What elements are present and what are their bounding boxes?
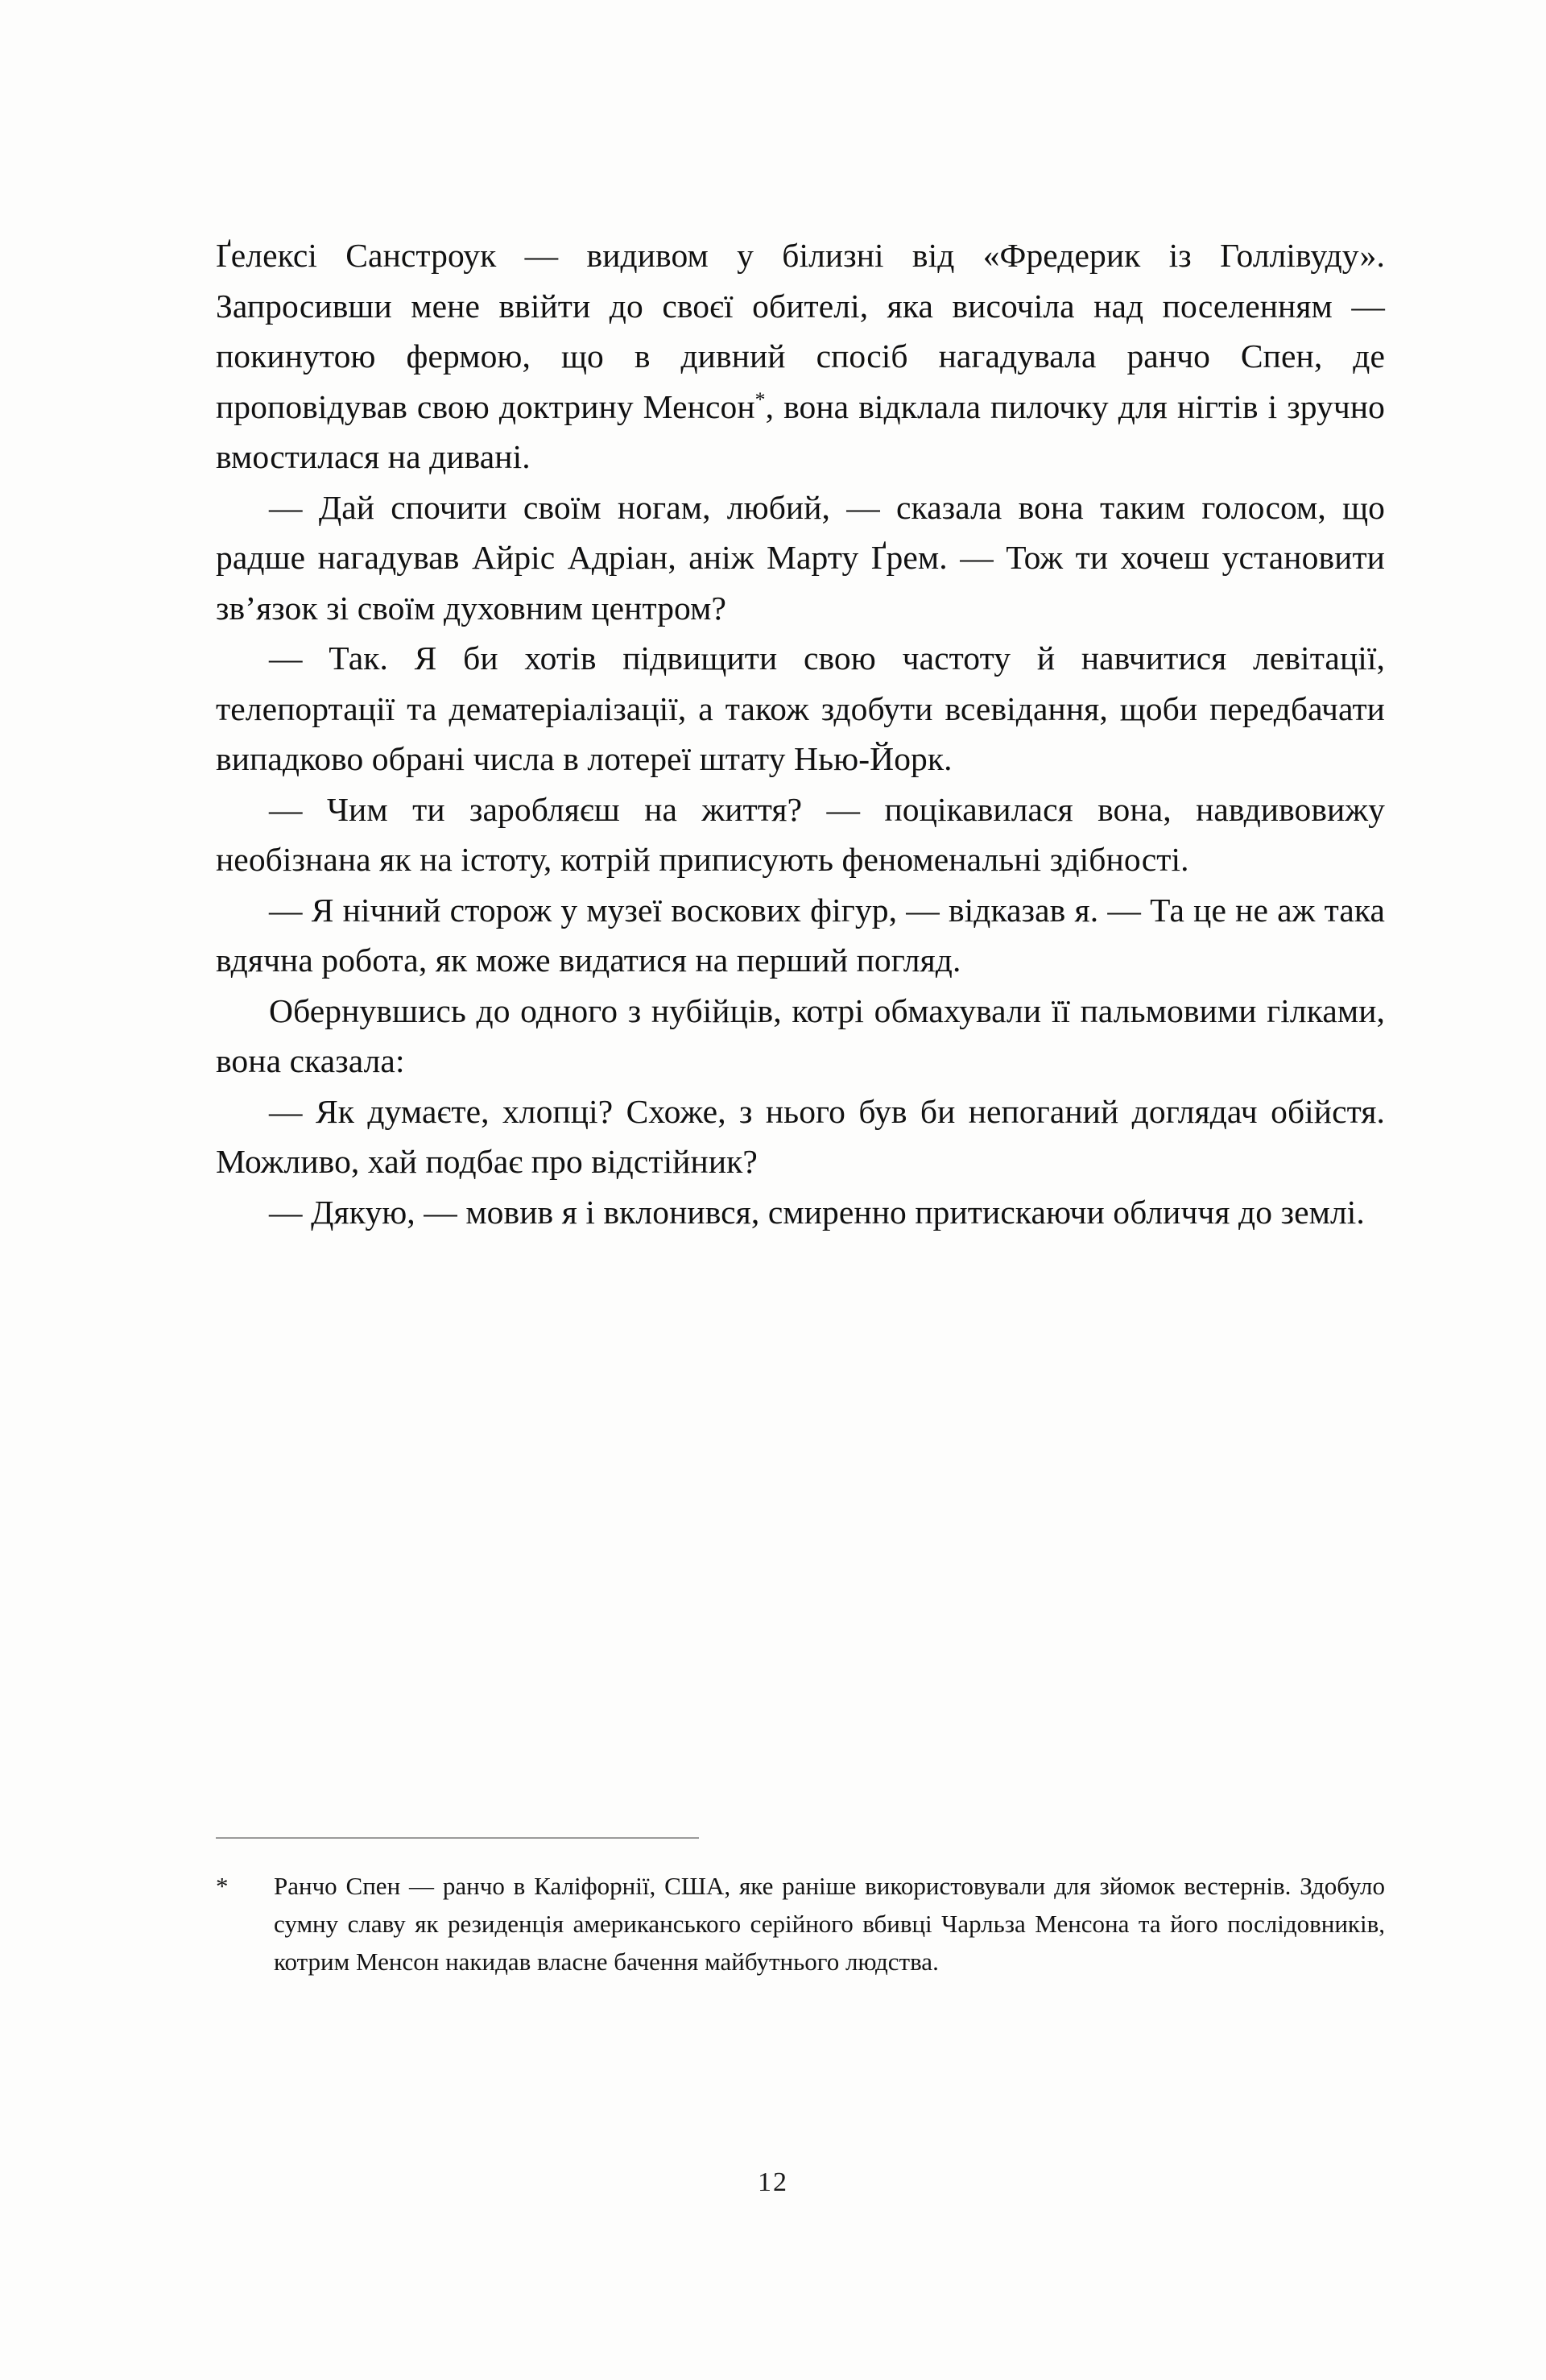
page-number: 12 xyxy=(758,2167,788,2197)
paragraph-narrative: Обернувшись до одного з нубійців, котрі обмахували її пальмовими гілками, вона сказала: xyxy=(216,991,1385,1079)
paragraph-continued-text-after-marker: , вона відклала пилочку для нігтів і зручно вмостилася на дивані. xyxy=(216,387,1386,475)
footnote-item xyxy=(216,1867,1385,1981)
footnote-reference-marker[interactable]: * xyxy=(754,387,766,411)
paragraph-continued-text-before-marker: Ґелексі Санстроук — видивом у білизні від «Фредерик із Голлівуду». Запросивши мене ввійти до своєї обителі, яка височіла над поселенням — покинутою фермою, що в дивний спосіб нагадувала ранчо Спен, де проповідував свою доктрину Менсон xyxy=(216,237,1385,425)
paragraph-continued xyxy=(216,230,1385,482)
body-text-block xyxy=(216,230,1385,1237)
paragraph-dialogue-2: — Так. Я би хотів підвищити свою частоту й навчитися левітації, телепортації та дематеріалізації, а також здобути всевідання, щоби передбачати випадково обрані числа в лотереї штату Нью-Йорк. xyxy=(216,639,1385,777)
footnote-text: Ранчо Спен — ранчо в Каліфорнії, США, яке раніше використовували для зйомок вестернів. Здобуло сумну славу як резиденція американського серійного вбивці Чарльза Менсона та його послідовників, котрим Менсон накидав власне бачення майбутнього людства. xyxy=(274,1872,1385,1976)
footnote-separator-rule xyxy=(216,1837,699,1839)
paragraph-dialogue-3: — Чим ти заробляєш на життя? — поцікавилася вона, навдивовижу необізнана як на істоту, котрій приписують феноменальні здібності. xyxy=(216,790,1385,878)
footnote-marker: * xyxy=(216,1872,229,1900)
paragraph-dialogue-4: — Я нічний сторож у музеї воскових фігур, — відказав я. — Та це не аж така вдячна робота, як може видатися на перший погляд. xyxy=(216,891,1385,979)
footnote-area xyxy=(216,1867,1385,1981)
paragraph-dialogue-1: — Дай спочити своїм ногам, любий, — сказала вона таким голосом, що радше нагадував Айріс Адріан, аніж Марту Ґрем. — Тож ти хочеш установити зв’язок зі своїм духовним центром? xyxy=(216,488,1385,627)
paragraph-dialogue-6: — Дякую, — мовив я і вклонився, смиренно притискаючи обличчя до землі. xyxy=(269,1193,1365,1231)
paragraph-dialogue-5: — Як думаєте, хлопці? Схоже, з нього був би непоганий доглядач обійстя. Можливо, хай подбає про відстійник? xyxy=(216,1092,1385,1180)
